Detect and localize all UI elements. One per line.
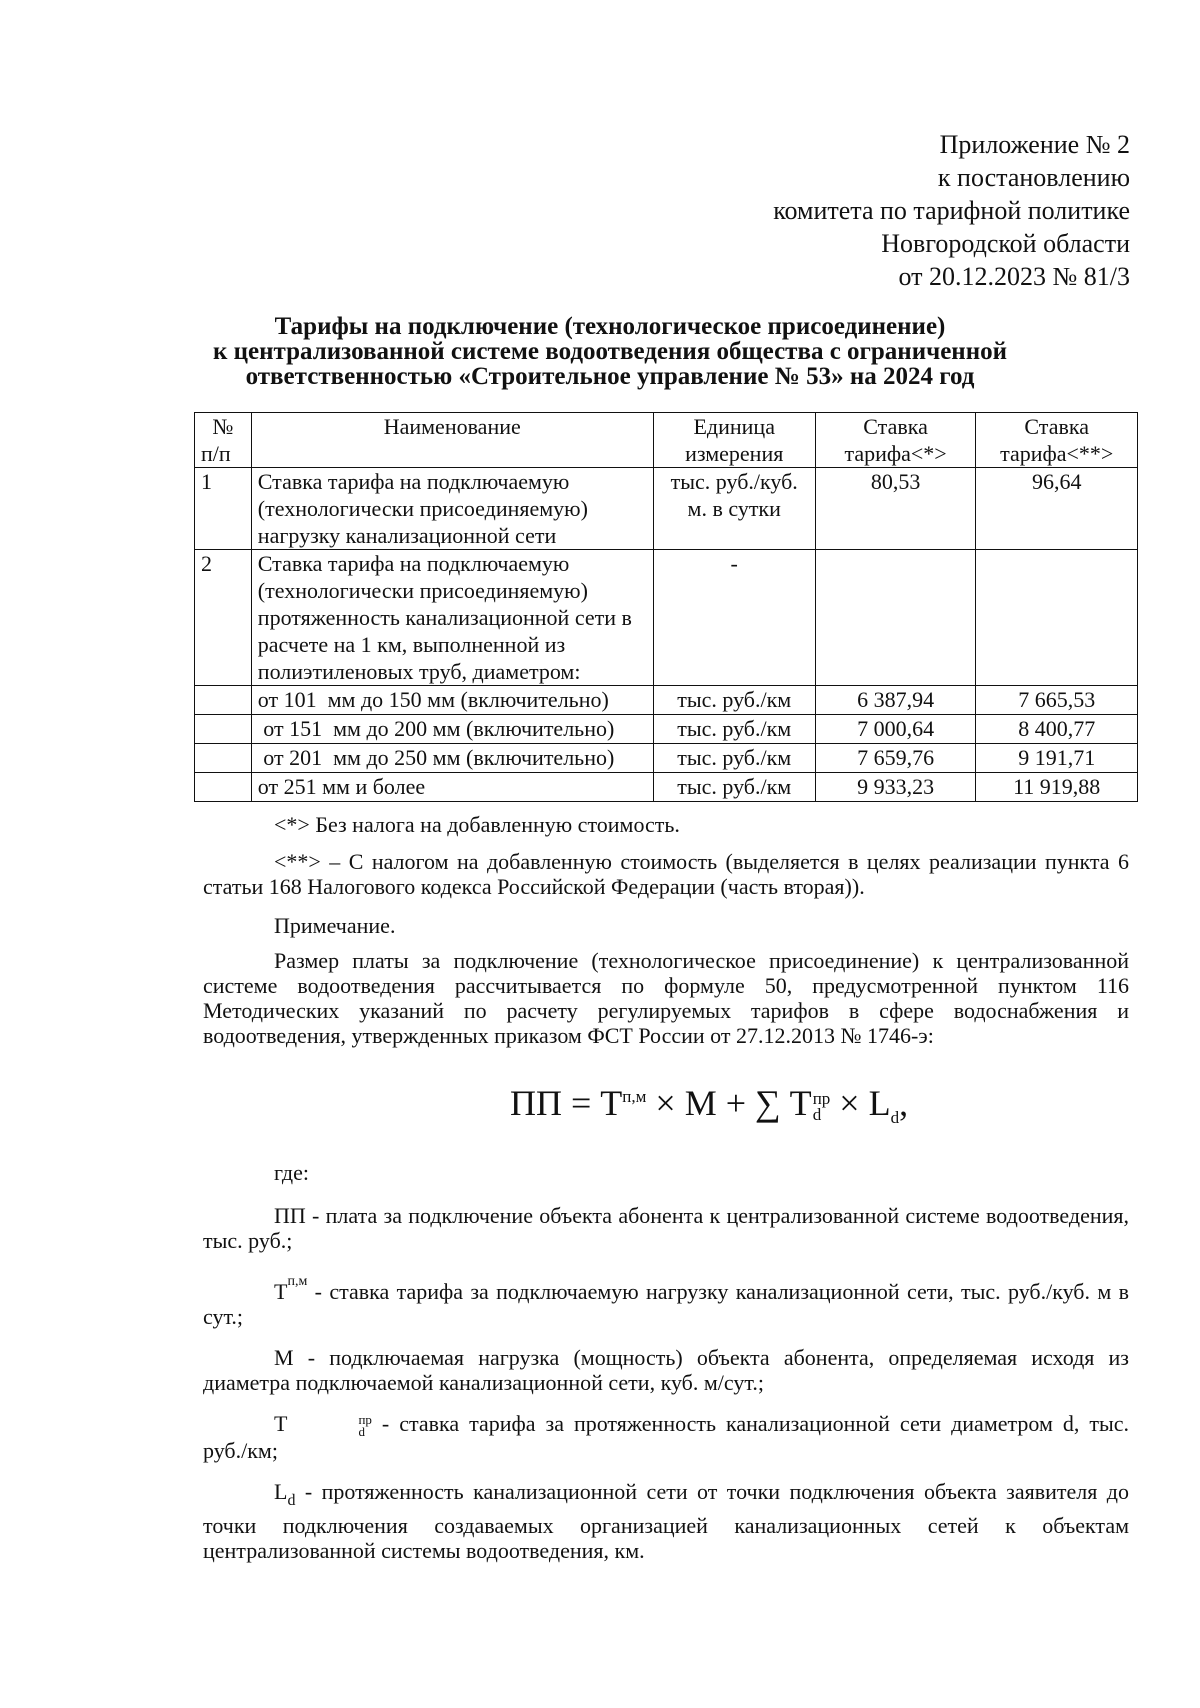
cell-unit: тыс. руб./куб. м. в сутки (653, 468, 815, 550)
header-unit (653, 413, 815, 468)
cell-num: 2 (195, 550, 252, 686)
cell-rate-1: 80,53 (815, 468, 976, 550)
formula-sup: пр (812, 1088, 831, 1108)
formula-part: × L (830, 1083, 891, 1123)
header-unit-line: измерения (685, 441, 784, 466)
remark-text: Размер платы за подключение (технологическое присоединение) к централизованной системе водоотведения рассчитывается по формуле 50, предусмотренной пунктом 116 Методических указаний по расчету регулируемых тарифов в сфере водоснабжения и водоотведения, утвержденных приказом ФСТ России от 27.12.2013 № 1746-э: (203, 948, 1129, 1048)
cell-num (195, 686, 252, 715)
cell-rate-2 (976, 550, 1138, 686)
cell-rate-2: 8 400,77 (976, 715, 1138, 744)
symbol-t-sup: п,м (287, 1274, 308, 1289)
header-line: к постановлению (937, 163, 1130, 192)
remark-title: Примечание. (274, 913, 396, 938)
cell-rate-2: 96,64 (976, 468, 1138, 550)
header-line: Приложение № 2 (939, 130, 1130, 159)
header-num (195, 413, 252, 468)
symbol-l: L (274, 1478, 288, 1504)
definition-m: М - подключаемая нагрузка (мощность) объекта абонента, определяемая исходя из диаметра подключаемой канализационной сети, куб. м/сут.; (203, 1345, 1129, 1395)
table-row (195, 715, 1138, 744)
cell-num (195, 773, 252, 802)
cell-num (195, 744, 252, 773)
cell-rate-1: 6 387,94 (815, 686, 976, 715)
cell-unit: тыс. руб./км (653, 686, 815, 715)
footnote-2: <**> – С налогом на добавленную стоимость (выделяется в целях реализации пункта 6 статьи 168 Налогового кодекса Российской Федерации (часть вторая)). (203, 849, 1129, 899)
cell-unit: тыс. руб./км (653, 773, 815, 802)
cell-name: Ставка тарифа на подключаемую (технологически присоединяемую) протяженность канализационной сети в расчете на 1 км, выполненной из полиэтиленовых труб, диаметром: (251, 550, 653, 686)
definition-td-text: - ставка тарифа за протяженность канализационной сети диаметром d, тыс. руб./км; (203, 1411, 1129, 1463)
header-name (251, 413, 653, 468)
definition-ld (203, 1479, 1129, 1563)
definition-td (203, 1411, 1129, 1463)
cell-rate-2: 11 919,88 (976, 773, 1138, 802)
document-title (160, 314, 1060, 389)
title-line: ответственностью «Строительное управление № 53» на 2024 год (245, 363, 975, 390)
header-unit-line: Единица (693, 414, 775, 439)
cell-unit: тыс. руб./км (653, 715, 815, 744)
cell-rate-2: 9 191,71 (976, 744, 1138, 773)
definition-pp: ПП - плата за подключение объекта абонента к централизованной системе водоотведения, тыс. руб.; (203, 1203, 1129, 1253)
title-line: к централизованной системе водоотведения общества с ограниченной (212, 338, 1008, 365)
formula-part: , (899, 1083, 909, 1123)
cell-num (195, 715, 252, 744)
cell-name: от 201 мм до 250 мм (включительно) (251, 744, 653, 773)
approval-header (610, 128, 1130, 293)
title-line: Тарифы на подключение (технологическое присоединение) (274, 313, 946, 340)
tariff-table (194, 412, 1138, 802)
header-line: от 20.12.2023 № 81/3 (898, 262, 1130, 291)
formula-part: ПП = Т (510, 1083, 623, 1123)
header-name-line: Наименование (383, 414, 521, 439)
header-line: комитета по тарифной политике (773, 196, 1130, 225)
cell-name: Ставка тарифа на подключаемую (технологически присоединяемую) нагрузку канализационной сети (251, 468, 653, 550)
header-num-line: № (212, 414, 234, 439)
header-line: Новгородской области (881, 229, 1130, 258)
cell-rate-2: 7 665,53 (976, 686, 1138, 715)
header-rate-1 (815, 413, 976, 468)
symbol-td-sub: d (358, 1423, 365, 1439)
header-rate-line: Ставка (1024, 414, 1089, 439)
formula-sub: d (890, 1108, 900, 1128)
definitions-block (203, 1160, 1129, 1563)
symbol-t: Т (274, 1279, 288, 1304)
definition-ld-text: - протяженность канализационной сети от точки подключения объекта заявителя до точки подключения создаваемых организацией канализационных сетей к объектам централизованной системы водоотведения, км. (203, 1478, 1129, 1563)
formula-sup: п,м (622, 1087, 647, 1106)
cell-unit: - (653, 550, 815, 686)
footnote-1: <*> Без налога на добавленную стоимость. (274, 812, 680, 837)
header-rate-line: тарифа<*> (844, 441, 947, 466)
where-label: где: (274, 1160, 309, 1185)
formula (510, 1082, 908, 1128)
symbol-l-sub: d (287, 1491, 296, 1509)
cell-rate-1: 9 933,23 (815, 773, 976, 802)
header-num-line: п/п (201, 441, 231, 466)
definition-t (203, 1269, 1129, 1329)
formula-sub: d (812, 1104, 822, 1124)
definition-t-text: - ставка тарифа за подключаемую нагрузку канализационной сети, тыс. руб./куб. м в сут.; (203, 1279, 1129, 1329)
header-rate-line: Ставка (863, 414, 928, 439)
table-row (195, 550, 1138, 686)
cell-rate-1: 7 659,76 (815, 744, 976, 773)
cell-rate-1: 7 000,64 (815, 715, 976, 744)
cell-name: от 151 мм до 200 мм (включительно) (251, 715, 653, 744)
symbol-td-sup: пр (358, 1411, 372, 1427)
cell-rate-1 (815, 550, 976, 686)
cell-unit: тыс. руб./км (653, 744, 815, 773)
table-row (195, 744, 1138, 773)
table-row (195, 468, 1138, 550)
formula-part: × М + ∑ Т (646, 1083, 812, 1123)
table-row (195, 686, 1138, 715)
cell-num: 1 (195, 468, 252, 550)
cell-name: от 101 мм до 150 мм (включительно) (251, 686, 653, 715)
notes-block (203, 812, 1129, 1048)
table-row (195, 773, 1138, 802)
table-header-row (195, 413, 1138, 468)
cell-name: от 251 мм и более (251, 773, 653, 802)
header-rate-2 (976, 413, 1138, 468)
symbol-td: Т (274, 1411, 288, 1436)
header-rate-line: тарифа<**> (1000, 441, 1114, 466)
